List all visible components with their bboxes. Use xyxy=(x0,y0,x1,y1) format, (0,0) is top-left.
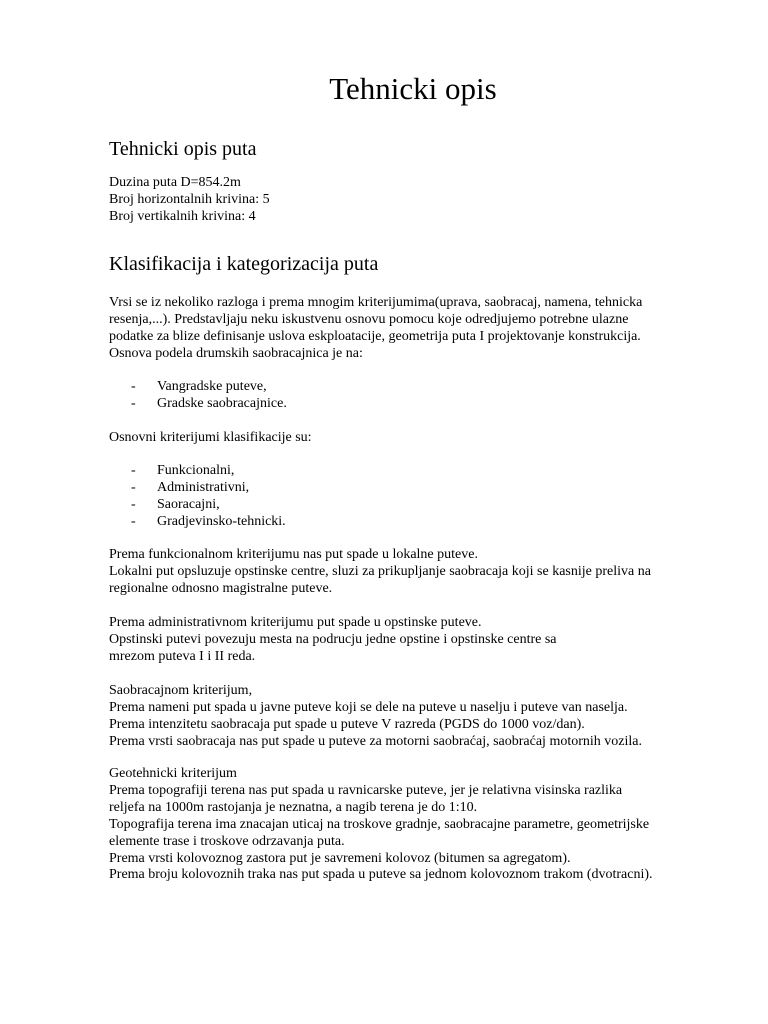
list-item-text: Saoracajni, xyxy=(157,496,220,512)
list-item-text: Administrativni, xyxy=(157,479,250,495)
paragraph-line: regionalne odnosno magistralne puteve. xyxy=(109,580,333,596)
paragraph-line: Prema topografiji terena nas put spada u ravnicarske puteve, jer je relativna visinska razlika xyxy=(109,782,623,798)
paragraph-line: Prema administrativnom kriterijumu put spade u opstinske puteve. xyxy=(109,615,482,630)
vertical-curves-line: Broj vertikalnih krivina: 4 xyxy=(109,208,256,224)
paragraph-line: resenja,...). Predstavljaju neku iskustvenu osnovu pomocu koje odredjujemo potrebne ulazne xyxy=(109,311,629,327)
document-title: Tehnicki opis xyxy=(329,71,497,106)
list-item xyxy=(131,396,287,413)
paragraph-line: Prema vrsti saobracaja nas put spade u puteve za motorni saobraćaj, saobraćaj motornih vozila. xyxy=(109,733,642,749)
paragraph-line: Prema vrsti kolovoznog zastora put je savremeni kolovoz (bitumen sa agregatom). xyxy=(109,850,571,866)
list-dash: - xyxy=(131,379,136,394)
traffic-criterion-paragraph xyxy=(109,683,729,751)
list-item-text: Gradjevinsko-tehnicki. xyxy=(157,513,286,529)
list-item xyxy=(131,497,286,514)
paragraph-line: Vrsi se iz nekoliko razloga i prema mnogim kriterijumima(uprava, saobracaj, namena, tehnicka xyxy=(109,295,643,310)
list-item-text: Funkcionalni, xyxy=(157,463,235,478)
section-heading-classification: Klasifikacija i kategorizacija puta xyxy=(109,253,379,275)
paragraph-line: Topografija terena ima znacajan uticaj na troskove gradnje, saobracajne parametre, geometrijske xyxy=(109,816,650,832)
functional-criterion-paragraph xyxy=(109,547,729,598)
paragraph-line: Geotehnicki kriterijum xyxy=(109,766,237,781)
paragraph-line: mrezom puteva I i II reda. xyxy=(109,648,256,664)
list-item xyxy=(131,514,286,531)
list-item xyxy=(131,379,287,396)
list-item-text: Gradske saobracajnice. xyxy=(157,395,287,411)
paragraph-line: podatke za blize definisanje uslova eskploatacije, geometrija puta I projektovanje konstrukcija. xyxy=(109,328,641,344)
criteria-intro-text: Osnovni kriterijumi klasifikacije su: xyxy=(109,430,312,445)
criteria-list xyxy=(131,463,286,531)
horizontal-curves-line: Broj horizontalnih krivina: 5 xyxy=(109,191,270,207)
list-dash: - xyxy=(131,463,136,478)
list-dash: - xyxy=(131,496,136,512)
paragraph-line: Opstinski putevi povezuju mesta na podrucju jedne opstine i opstinske centre sa xyxy=(109,631,557,647)
paragraph-line: elemente trase i troskove odrzavanja puta. xyxy=(109,833,345,849)
administrative-criterion-paragraph xyxy=(109,615,729,666)
list-dash: - xyxy=(131,395,136,411)
paragraph-line: Prema nameni put spada u javne puteve koji se dele na puteve u naselju i puteve van naselja. xyxy=(109,699,628,715)
list-dash: - xyxy=(131,479,136,495)
paragraph-line: Osnova podela drumskih saobracajnica je na: xyxy=(109,345,363,361)
paragraph-line: Prema broju kolovoznih traka nas put spada u puteve sa jednom kolovoznom trakom (dvotracni). xyxy=(109,867,653,883)
list-item xyxy=(131,480,286,497)
paragraph-line: Lokalni put opsluzuje opstinske centre, sluzi za prikupljanje saobracaja koji se kasnije preliva na xyxy=(109,563,651,579)
road-stats xyxy=(109,175,729,226)
list-dash: - xyxy=(131,513,136,529)
section-heading-road-description: Tehnicki opis puta xyxy=(109,138,257,160)
list-item-text: Vangradske puteve, xyxy=(157,379,267,394)
geotechnical-criterion-paragraph xyxy=(109,766,729,884)
paragraph-line: Prema funkcionalnom kriterijumu nas put spade u lokalne puteve. xyxy=(109,547,478,562)
criteria-intro xyxy=(109,430,729,447)
road-length-line: Duzina puta D=854.2m xyxy=(109,175,241,190)
classification-intro-paragraph xyxy=(109,295,729,363)
road-types-list xyxy=(131,379,287,413)
paragraph-line: reljefa na 1000m rastojanja je neznatna, a nagib terena je do 1:10. xyxy=(109,799,478,815)
paragraph-line: Saobracajnom kriterijum, xyxy=(109,683,253,698)
paragraph-line: Prema intenzitetu saobracaja put spade u puteve V razreda (PGDS do 1000 voz/dan). xyxy=(109,716,585,732)
list-item xyxy=(131,463,286,480)
